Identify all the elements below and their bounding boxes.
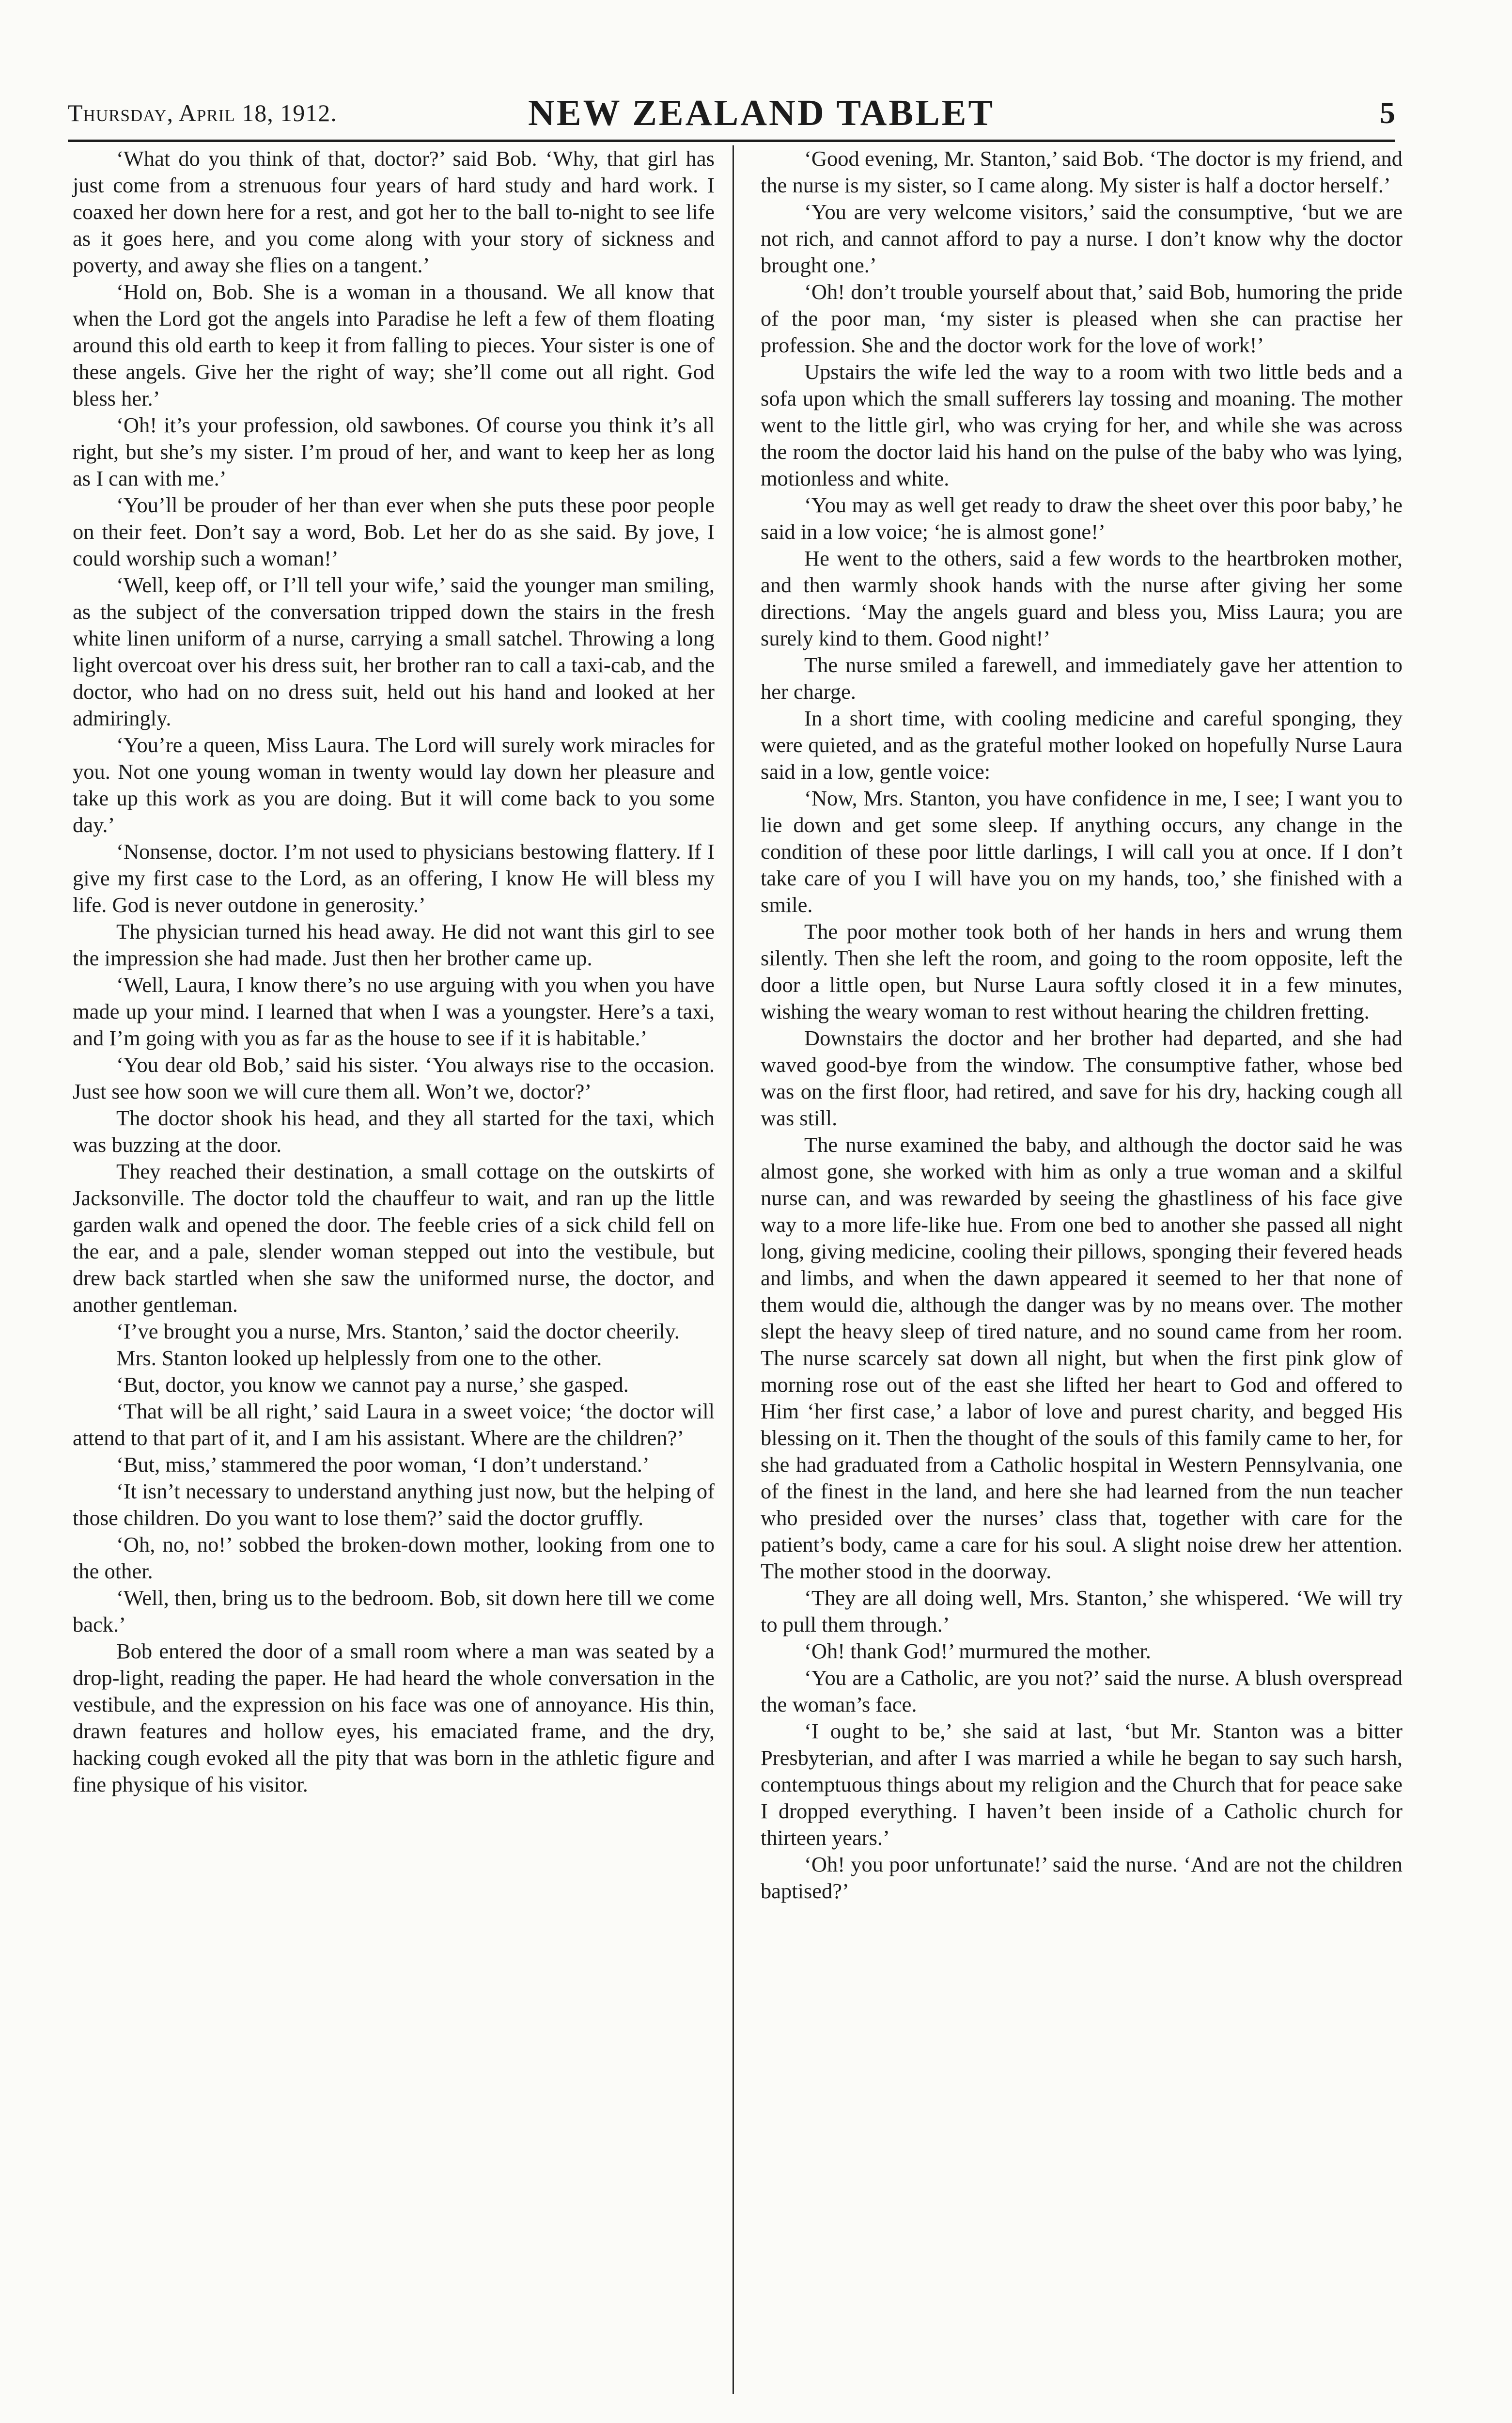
paragraph: Bob entered the door of a small room where a man was seated by a drop-light, reading the paper. He had heard the whole conversation in the vestibule, and the expression on his face was one of annoyance. His thin, drawn features and hollow eyes, his emaciated frame, and the dry, hacking cough evoked all the pity that was born in the athletic figure and fine physique of his visitor.: [73, 1639, 715, 1796]
paragraph: ‘But, miss,’ stammered the poor woman, ‘I don’t understand.’: [116, 1452, 650, 1477]
paragraph: ‘They are all doing well, Mrs. Stanton,’ she whispered. ‘We will try to pull them through.’: [761, 1586, 1403, 1636]
paragraph: In a short time, with cooling medicine and careful sponging, they were quieted, and as the grateful mother looked on hopefully Nurse Laura said in a low, gentle voice:: [761, 706, 1403, 784]
paragraph: Upstairs the wife led the way to a room with two little beds and a sofa upon which the small sufferers lay tossing and moaning. The mother went to the little girl, who was crying for her, and while she was across the room the doctor laid his hand on the pulse of the baby who was lying, motionless and white.: [761, 360, 1403, 490]
paragraph: ‘But, doctor, you know we cannot pay a nurse,’ she gasped.: [116, 1372, 629, 1397]
column-divider: [733, 145, 734, 2394]
paragraph: ‘You are a Catholic, are you not?’ said the nurse. A blush overspread the woman’s face.: [761, 1666, 1403, 1716]
paragraph: ‘I’ve brought you a nurse, Mrs. Stanton,’ said the doctor cheerily.: [116, 1319, 680, 1343]
right-column: [761, 145, 1403, 1904]
issue-date: Thursday, April 18, 1912.: [68, 99, 337, 126]
paragraph: ‘Oh, no, no!’ sobbed the broken-down mother, looking from one to the other.: [73, 1532, 715, 1583]
paragraph: ‘Oh! thank God!’ murmured the mother.: [804, 1639, 1151, 1663]
paragraph: ‘Well, keep off, or I’ll tell your wife,’ said the younger man smiling, as the subject of the conversation tripped down the stairs in the fresh white linen uniform of a nurse, carrying a small satchel. Throwing a long light overcoat over his dress suit, her brother ran to call a taxi-cab, and the doctor, who had on no dress suit, held out his hand and looked at her admiringly.: [73, 573, 715, 730]
paragraph: ‘Good evening, Mr. Stanton,’ said Bob. ‘The doctor is my friend, and the nurse is my sister, so I came along. My sister is half a doctor herself.’: [761, 146, 1403, 197]
paragraph: ‘Hold on, Bob. She is a woman in a thousand. We all know that when the Lord got the angels into Paradise he left a few of them floating around this old earth to keep it from falling to pieces. Your sister is one of these angels. Give her the right of way; she’ll come out all right. God bless her.’: [73, 280, 715, 410]
paragraph: ‘I ought to be,’ she said at last, ‘but Mr. Stanton was a bitter Presbyterian, and after I was married a while he began to say such harsh, contemptuous things about my religion and the Church that for peace sake I dropped everything. I haven’t been inside of a Catholic church for thirteen years.’: [761, 1719, 1403, 1850]
newspaper-title: NEW ZEALAND TABLET: [528, 93, 995, 133]
paragraph: ‘Now, Mrs. Stanton, you have confidence in me, I see; I want you to lie down and get some sleep. If anything occurs, any change in the condition of these poor little darlings, I will call you at once. If I don’t take care of you I will have you on my hands, too,’ she finished with a smile.: [761, 786, 1403, 917]
masthead: [68, 92, 1395, 136]
paragraph: ‘Nonsense, doctor. I’m not used to physicians bestowing flattery. If I give my first case to the Lord, as an offering, I know He will bless my life. God is never outdone in generosity.’: [73, 839, 715, 917]
paragraph: ‘You may as well get ready to draw the sheet over this poor baby,’ he said in a low voice; ‘he is almost gone!’: [761, 493, 1403, 544]
paragraph: ‘That will be all right,’ said Laura in a sweet voice; ‘the doctor will attend to that part of it, and I am his assistant. Where are the children?’: [73, 1399, 715, 1450]
paragraph: ‘You are very welcome visitors,’ said the consumptive, ‘but we are not rich, and cannot afford to pay a nurse. I don’t know why the doctor brought one.’: [761, 200, 1403, 277]
paragraph: Mrs. Stanton looked up helplessly from one to the other.: [116, 1346, 602, 1370]
paragraph: The doctor shook his head, and they all started for the taxi, which was buzzing at the door.: [73, 1106, 715, 1157]
paragraph: The poor mother took both of her hands in hers and wrung them silently. Then she left the room, and going to the room opposite, left the door a little open, but Nurse Laura softly closed it in a few minutes, wishing the weary woman to rest without hearing the children fretting.: [761, 919, 1403, 1023]
paragraph: ‘What do you think of that, doctor?’ said Bob. ‘Why, that girl has just come from a strenuous four years of hard study and hard work. I coaxed her down here for a rest, and got her to the ball to-night to see life as it goes here, and you come along with your story of sickness and poverty, and away she flies on a tangent.’: [73, 146, 715, 277]
header-rule: [68, 140, 1395, 142]
paragraph: Downstairs the doctor and her brother had departed, and she had waved good-bye from the window. The consumptive father, whose bed was on the first floor, had retired, and save for his dry, hacking cough all was still.: [761, 1026, 1403, 1130]
paragraph: ‘Oh! don’t trouble yourself about that,’ said Bob, humoring the pride of the poor man, ‘my sister is pleased when she can practise her profession. She and the doctor work for the love of work!’: [761, 280, 1403, 357]
paragraph: The physician turned his head away. He did not want this girl to see the impression she had made. Just then her brother came up.: [73, 919, 715, 970]
paragraph: ‘You’re a queen, Miss Laura. The Lord will surely work miracles for you. Not one young woman in twenty would lay down her pleasure and take up this work as you are doing. But it will come back to you some day.’: [73, 733, 715, 837]
paragraph: ‘You dear old Bob,’ said his sister. ‘You always rise to the occasion. Just see how soon we will cure them all. Won’t we, doctor?’: [73, 1053, 715, 1103]
paragraph: ‘You’ll be prouder of her than ever when she puts these poor people on their feet. Don’t say a word, Bob. Let her do as she said. By jove, I could worship such a woman!’: [73, 493, 715, 570]
paragraph: He went to the others, said a few words to the heartbroken mother, and then warmly shook hands with the nurse after giving her some directions. ‘May the angels guard and bless you, Miss Laura; you are surely kind to them. Good night!’: [761, 546, 1403, 650]
paragraph: They reached their destination, a small cottage on the outskirts of Jacksonville. The doctor told the chauffeur to wait, and ran up the little garden walk and opened the door. The feeble cries of a sick child fell on the ear, and a pale, slender woman stepped out into the vestibule, but drew back startled when she saw the uniformed nurse, the doctor, and another gentleman.: [73, 1159, 715, 1317]
paragraph: ‘Well, then, bring us to the bedroom. Bob, sit down here till we come back.’: [73, 1586, 715, 1636]
paragraph: ‘Well, Laura, I know there’s no use arguing with you when you have made up your mind. I learned that when I was a youngster. Here’s a taxi, and I’m going with you as far as the house to see if it is habitable.’: [73, 973, 715, 1050]
left-column: [73, 145, 715, 1798]
paragraph: The nurse examined the baby, and although the doctor said he was almost gone, she worked with him as only a true woman and a skilful nurse can, and was rewarded by seeing the ghastliness of his face give way to a more life-like hue. From one bed to another she passed all night long, giving medicine, cooling their pillows, sponging their fevered heads and limbs, and when the dawn appeared it seemed to her that none of them would die, although the danger was by no means over. The mother slept the heavy sleep of tired nature, and no sound came from her room. The nurse scarcely sat down all night, but when the first pink glow of morning rose out of the east she lifted her heart to God and offered to Him ‘her first case,’ a labor of love and purest charity, and begged His blessing on it. Then the thought of the souls of this family came to her, for she had graduated from a Catholic hospital in Western Pennsylvania, one of the finest in the land, and here she had learned from the nun teacher who presided over the nurses’ class that, together with care for the patient’s body, came a care for his soul. A slight noise drew her attention. The mother stood in the doorway.: [761, 1133, 1403, 1583]
page-number: 5: [1380, 95, 1395, 130]
paragraph: ‘It isn’t necessary to understand anything just now, but the helping of those children. Do you want to lose them?’ said the doctor gruffly.: [73, 1479, 715, 1530]
paragraph: ‘Oh! it’s your profession, old sawbones. Of course you think it’s all right, but she’s my sister. I’m proud of her, and want to keep her as long as I can with me.’: [73, 413, 715, 490]
paragraph: The nurse smiled a farewell, and immediately gave her attention to her charge.: [761, 653, 1403, 704]
paragraph: ‘Oh! you poor unfortunate!’ said the nurse. ‘And are not the children baptised?’: [761, 1852, 1403, 1903]
